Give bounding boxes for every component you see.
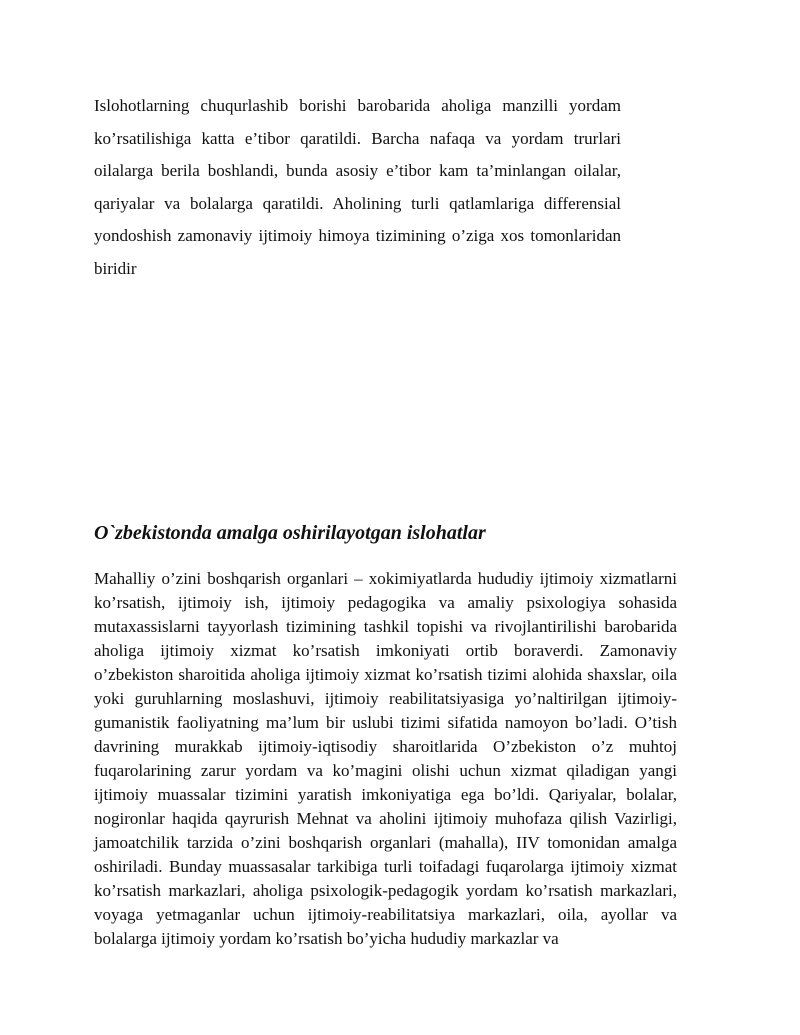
section-heading: O`zbekistonda amalga oshirilayotgan islohatlar — [94, 522, 486, 544]
intro-paragraph: Islohotlarning chuqurlashib borishi barobarida aholiga manzilli yordam ko’rsatilishiga katta e’tibor qaratildi. Barcha nafaqa va yordam trurlari oilalarga berila boshlandi, bunda asosiy e’tibor kam ta’minlangan oilalar, qariyalar va bolalarga qaratildi. Aholining turli qatlamlariga differensial yondoshish zamonaviy ijtimoiy himoya tizimining o’ziga xos tomonlaridan biridir — [94, 96, 621, 278]
section-paragraph: Mahalliy o’zini boshqarish organlari – xokimiyatlarda hududiy ijtimoiy xizmatlarni ko’rsatish, ijtimoiy ish, ijtimoiy pedagogika va amaliy psixologiya sohasida mutaxassislarni tayyorlash tizimining tashkil topishi va rivojlantirilishi barobarida aholiga ijtimoiy xizmat ko’rsatish imkoniyati ortib boraverdi. Zamonaviy o’zbekiston sharoitida aholiga ijtimoiy xizmat ko’rsatish tizimi alohida shaxslar, oila yoki guruhlarning moslashuvi, ijtimoiy reabilitatsiyasiga yo’naltirilgan ijtimoiy-gumanistik faoliyatning ma’lum bir uslubi tizimi sifatida namoyon bo’ladi. O’tish davrining murakkab ijtimoiy-iqtisodiy sharoitlarida O’zbekiston o’z muhtoj fuqarolarining zarur yordam va ko’magini olishi uchun xizmat qiladigan yangi ijtimoiy muassalar tizimini yaratish imkoniyatiga ega bo’ldi. Qariyalar, bolalar, nogironlar haqida qayrurish Mehnat va aholini ijtimoiy muhofaza qilish Vazirligi, jamoatchilik tarzida o’zini boshqarish organlari (mahalla), IIV tomonidan amalga oshiriladi. Bunday muassasalar tarkibiga turli toifadagi fuqarolarga ijtimoiy xizmat ko’rsatish markazlari, aholiga psixologik-pedagogik yordam ko’rsatish markazlari, voyaga yetmaganlar uchun ijtimoiy-reabilitatsiya markazlari, oila, ayollar va bolalarga ijtimoiy yordam ko’rsatish bo’yicha hududiy markazlar va — [94, 569, 677, 948]
